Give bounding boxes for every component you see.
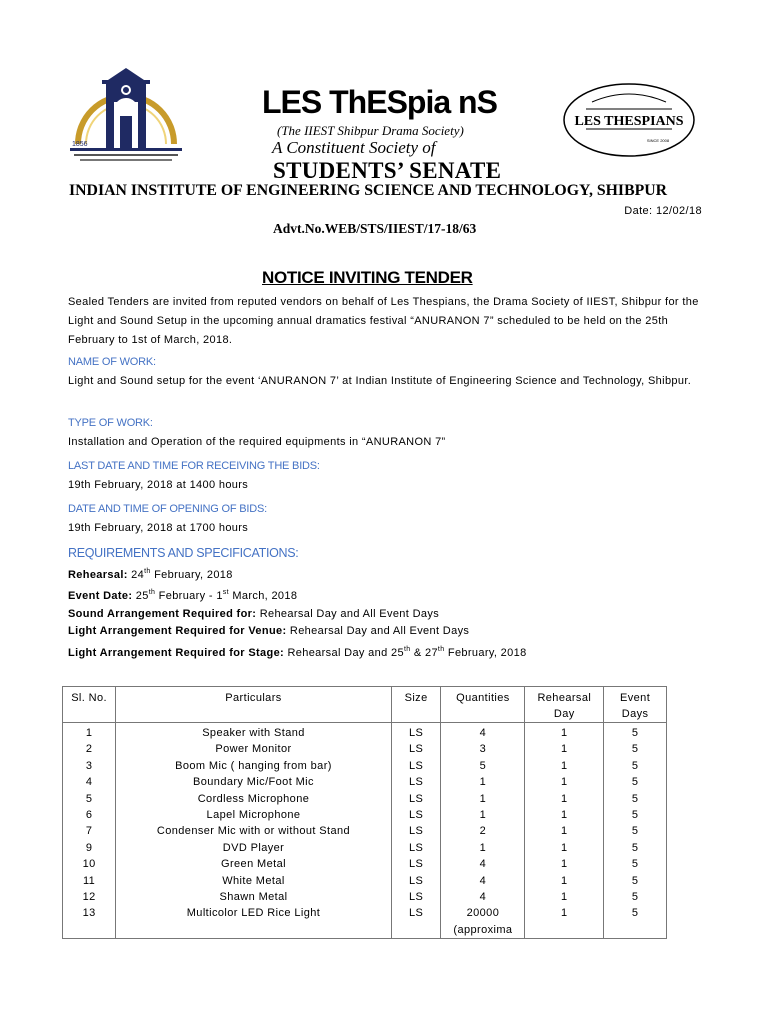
iiest-logo: [68, 64, 184, 166]
logo-left-year: 1856: [72, 141, 88, 148]
requirements-section: [68, 545, 718, 662]
cell-sl-no: 7: [63, 823, 116, 839]
cell-rehearsal-day: 1: [525, 905, 604, 938]
type-of-work-section: [68, 414, 718, 452]
type-of-work-heading: TYPE OF WORK:: [68, 417, 153, 429]
cell-size: LS: [391, 840, 441, 856]
header-quantities: Quantities: [441, 687, 525, 723]
cell-particulars: Power Monitor: [116, 741, 392, 757]
table-row: [63, 774, 667, 790]
tender-table: [62, 686, 667, 939]
cell-event-days: 5: [604, 905, 667, 938]
cell-sl-no: 6: [63, 807, 116, 823]
cell-sl-no: 12: [63, 889, 116, 905]
advt-number: Advt.No.WEB/STS/IIEST/17-18/63: [273, 221, 477, 236]
cell-rehearsal-day: 1: [525, 723, 604, 742]
name-of-work-text: Light and Sound setup for the event ‘ANURANON 7’ at Indian Institute of Engineering Science and Technology, Shibpur.: [68, 375, 692, 387]
table-row: [63, 723, 667, 742]
cell-size: LS: [391, 791, 441, 807]
table-row: [63, 807, 667, 823]
cell-sl-no: 2: [63, 741, 116, 757]
cell-quantity: 1: [441, 840, 525, 856]
cell-particulars: Boom Mic ( hanging from bar): [116, 758, 392, 774]
rehearsal-line: Rehearsal: 24th February, 2018: [68, 567, 233, 581]
cell-event-days: 5: [604, 873, 667, 889]
cell-event-days: 5: [604, 791, 667, 807]
cell-sl-no: 10: [63, 856, 116, 872]
opening-date-heading: DATE AND TIME OF OPENING OF BIDS:: [68, 503, 267, 515]
cell-quantity: 1: [441, 807, 525, 823]
table-row: [63, 741, 667, 757]
cell-size: LS: [391, 889, 441, 905]
table-row: [63, 758, 667, 774]
cell-size: LS: [391, 723, 441, 742]
cell-quantity: 4: [441, 723, 525, 742]
cell-quantity: 1: [441, 791, 525, 807]
event-date-line: Event Date: 25th February - 1st March, 2018: [68, 589, 298, 602]
cell-event-days: 5: [604, 741, 667, 757]
header-size: Size: [391, 687, 441, 723]
type-of-work-text: Installation and Operation of the required equipments in “ANURANON 7”: [68, 436, 446, 448]
cell-particulars: Boundary Mic/Foot Mic: [116, 774, 392, 790]
cell-particulars: White Metal: [116, 873, 392, 889]
cell-sl-no: 13: [63, 905, 116, 938]
cell-particulars: Green Metal: [116, 856, 392, 872]
cell-rehearsal-day: 1: [525, 889, 604, 905]
cell-rehearsal-day: 1: [525, 856, 604, 872]
cell-event-days: 5: [604, 823, 667, 839]
cell-sl-no: 11: [63, 873, 116, 889]
table-row: [63, 905, 667, 938]
table-header-row: [63, 687, 667, 723]
cell-size: LS: [391, 758, 441, 774]
intro-paragraph: Sealed Tenders are invited from reputed vendors on behalf of Les Thespians, the Drama Society of IIEST, Shibpur for the Light and Sound Setup in the upcoming annual dramatics festival “ANURANON 7” scheduled to be held on the 25th February to 1st of March, 2018.: [68, 296, 699, 346]
cell-rehearsal-day: 1: [525, 741, 604, 757]
opening-date-text: 19th February, 2018 at 1700 hours: [68, 522, 249, 534]
cell-rehearsal-day: 1: [525, 774, 604, 790]
requirements-heading: REQUIREMENTS AND SPECIFICATIONS:: [68, 546, 299, 560]
cell-sl-no: 3: [63, 758, 116, 774]
constituent-line: A Constituent Society of: [272, 138, 436, 157]
cell-event-days: 5: [604, 889, 667, 905]
cell-event-days: 5: [604, 758, 667, 774]
cell-size: LS: [391, 905, 441, 938]
cell-size: LS: [391, 774, 441, 790]
last-date-heading: LAST DATE AND TIME FOR RECEIVING THE BIDS:: [68, 460, 320, 472]
cell-rehearsal-day: 1: [525, 873, 604, 889]
cell-event-days: 5: [604, 723, 667, 742]
cell-rehearsal-day: 1: [525, 840, 604, 856]
logo-right-since: SINCE 2008: [646, 138, 670, 143]
cell-sl-no: 1: [63, 723, 116, 742]
cell-quantity: 5: [441, 758, 525, 774]
table-row: [63, 856, 667, 872]
table-row: [63, 791, 667, 807]
notice-title: NOTICE INVITING TENDER: [262, 268, 473, 287]
light-stage-line: Light Arrangement Required for Stage: Rehearsal Day and 25th & 27th February, 2018: [68, 645, 527, 659]
light-venue-line: Light Arrangement Required for Venue: Rehearsal Day and All Event Days: [68, 625, 470, 637]
table-row: [63, 840, 667, 856]
cell-particulars: Multicolor LED Rice Light: [116, 905, 392, 938]
cell-size: LS: [391, 856, 441, 872]
cell-size: LS: [391, 807, 441, 823]
cell-quantity: 20000 (approxima: [441, 905, 525, 938]
sound-arrangement-line: Sound Arrangement Required for: Rehearsal Day and All Event Days: [68, 607, 440, 620]
table-row: [63, 823, 667, 839]
cell-quantity: 4: [441, 856, 525, 872]
table-row: [63, 889, 667, 905]
cell-quantity: 2: [441, 823, 525, 839]
cell-quantity: 1: [441, 774, 525, 790]
cell-rehearsal-day: 1: [525, 791, 604, 807]
last-date-section: [68, 457, 718, 495]
cell-particulars: Speaker with Stand: [116, 723, 392, 742]
header-sl-no: Sl. No.: [63, 687, 116, 723]
cell-particulars: Shawn Metal: [116, 889, 392, 905]
cell-rehearsal-day: 1: [525, 758, 604, 774]
cell-quantity: 4: [441, 873, 525, 889]
cell-event-days: 5: [604, 856, 667, 872]
society-subtitle: (The IIEST Shibpur Drama Society): [277, 123, 464, 138]
cell-size: LS: [391, 873, 441, 889]
opening-date-section: [68, 500, 718, 538]
society-title: LES ThESpia nS: [262, 84, 497, 120]
cell-particulars: Condenser Mic with or without Stand: [116, 823, 392, 839]
header-particulars: Particulars: [116, 687, 392, 723]
cell-quantity: 4: [441, 889, 525, 905]
cell-quantity: 3: [441, 741, 525, 757]
last-date-text: 19th February, 2018 at 1400 hours: [68, 479, 249, 491]
cell-particulars: DVD Player: [116, 840, 392, 856]
institute-name: INDIAN INSTITUTE OF ENGINEERING SCIENCE AND TECHNOLOGY, SHIBPUR: [69, 182, 668, 199]
cell-rehearsal-day: 1: [525, 823, 604, 839]
cell-particulars: Cordless Microphone: [116, 791, 392, 807]
notice-date: Date: 12/02/18: [624, 205, 702, 217]
name-of-work-heading: NAME OF WORK:: [68, 356, 156, 368]
name-of-work-section: [68, 353, 718, 391]
cell-sl-no: 9: [63, 840, 116, 856]
logo-right-name: LES THESPIANS: [574, 114, 684, 129]
les-thespians-logo: [562, 82, 696, 158]
cell-particulars: Lapel Microphone: [116, 807, 392, 823]
cell-rehearsal-day: 1: [525, 807, 604, 823]
cell-event-days: 5: [604, 807, 667, 823]
cell-sl-no: 4: [63, 774, 116, 790]
table-row: [63, 873, 667, 889]
cell-event-days: 5: [604, 774, 667, 790]
cell-sl-no: 5: [63, 791, 116, 807]
header-rehearsal-day: Rehearsal Day: [525, 687, 604, 723]
cell-event-days: 5: [604, 840, 667, 856]
header-event-days: Event Days: [604, 687, 667, 723]
cell-size: LS: [391, 823, 441, 839]
senate-title: STUDENTS’ SENATE: [273, 158, 502, 183]
cell-size: LS: [391, 741, 441, 757]
